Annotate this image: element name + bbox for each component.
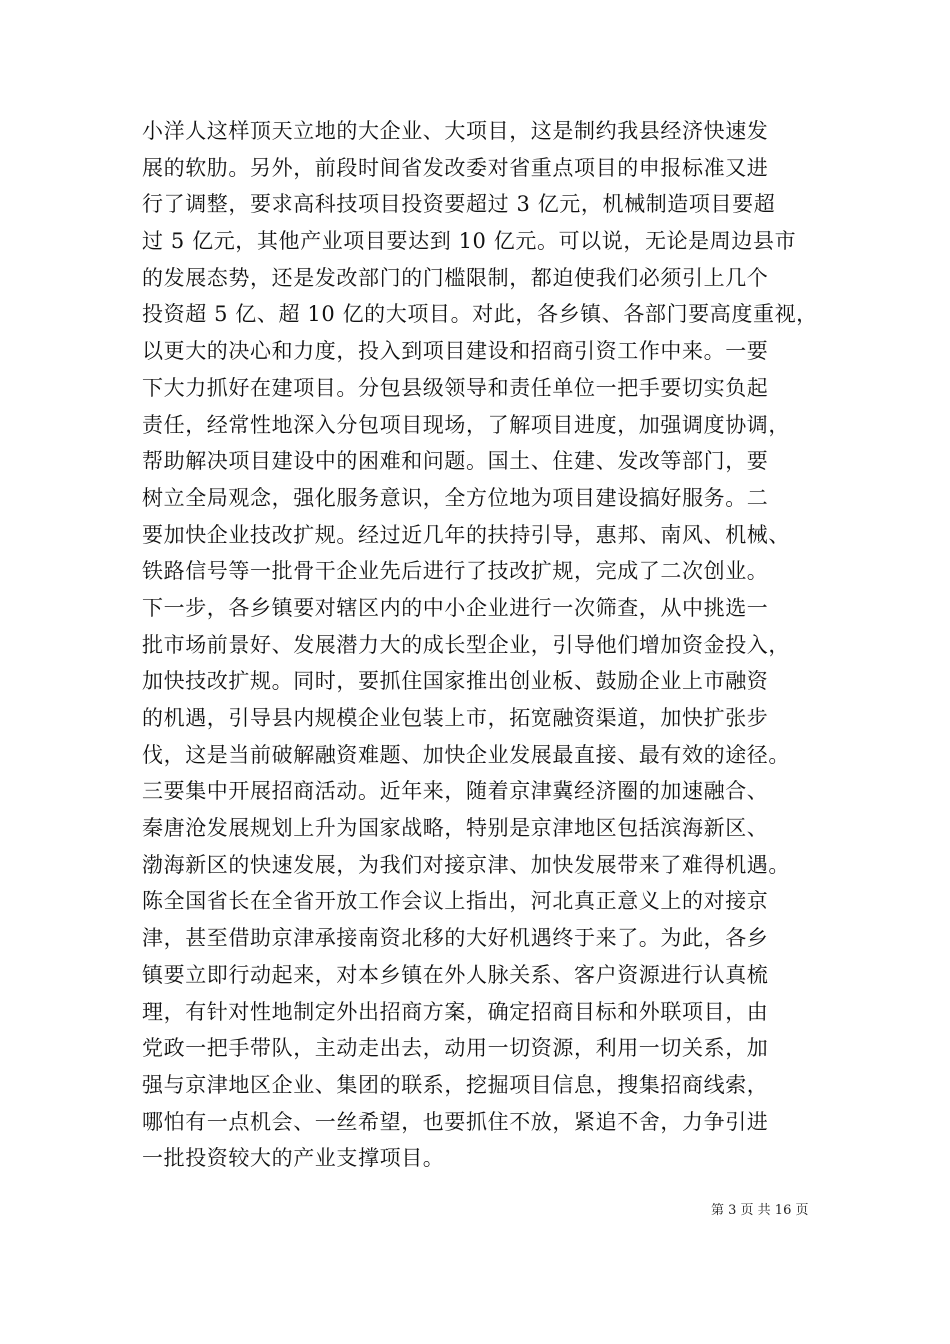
text-line: 秦唐沧发展规划上升为国家战略，特别是京津地区包括滨海新区、 [142,816,769,841]
text-line: 以更大的决心和力度，投入到项目建设和招商引资工作中来。一要 [142,339,769,364]
text-line: 加快技改扩规。同时，要抓住国家推出创业板、鼓励企业上市融资 [142,669,769,694]
text-line: 批市场前景好、发展潜力大的成长型企业，引导他们增加资金投入， [142,632,790,657]
text-line: 党政一把手带队，主动走出去，动用一切资源，利用一切关系，加 [142,1036,769,1061]
text-line: 陈全国省长在全省开放工作会议上指出，河北真正意义上的对接京 [142,889,769,914]
text-line: 的发展态势，还是发改部门的门槛限制，都迫使我们必须引上几个 [142,265,769,290]
text-line: 的机遇，引导县内规模企业包装上市，拓宽融资渠道，加快扩张步 [142,706,769,730]
text-line: 一批投资较大的产业支撑项目。 [142,1146,445,1171]
text-line: 镇要立即行动起来，对本乡镇在外人脉关系、客户资源进行认真梳 [142,962,769,987]
text-line: 哪怕有一点机会、一丝希望，也要抓住不放，紧追不舍，力争引进 [142,1109,769,1134]
text-line: 强与京津地区企业、集团的联系，挖掘项目信息，搜集招商线索， [142,1072,769,1097]
text-line: 投资超 5 亿、超 10 亿的大项目。对此，各乡镇、各部门要高度重视， [142,302,818,327]
text-line: 伐，这是当前破解融资难题、加快企业发展最直接、最有效的途径。 [142,742,790,767]
text-line: 三要集中开展招商活动。近年来，随着京津冀经济圈的加速融合、 [142,779,769,804]
text-line: 展的软肋。另外，前段时间省发改委对省重点项目的申报标准又进 [142,155,769,180]
text-line: 渤海新区的快速发展，为我们对接京津、加快发展带来了难得机遇。 [142,852,790,877]
page-number-footer: 第 3 页 共 16 页 [711,1203,809,1218]
text-line: 理，有针对性地制定外出招商方案，确定招商目标和外联项目，由 [142,999,769,1024]
text-line: 责任，经常性地深入分包项目现场，了解项目进度，加强调度协调， [142,412,790,437]
text-line: 要加快企业技改扩规。经过近几年的扶持引导，惠邦、南风、机械、 [142,522,790,547]
text-line: 树立全局观念，强化服务意识，全方位地为项目建设搞好服务。二 [142,485,769,510]
text-line: 津，甚至借助京津承接南资北移的大好机遇终于来了。为此，各乡 [142,926,769,951]
text-line: 帮助解决项目建设中的困难和问题。国土、住建、发改等部门，要 [142,449,769,474]
text-line: 下大力抓好在建项目。分包县级领导和责任单位一把手要切实负起 [142,375,769,400]
text-line: 行了调整，要求高科技项目投资要超过 3 亿元，机械制造项目要超 [142,192,776,217]
text-line: 铁路信号等一批骨干企业先后进行了技改扩规，完成了二次创业。 [142,559,769,584]
body-paragraph [142,113,822,1177]
text-line: 过 5 亿元，其他产业项目要达到 10 亿元。可以说，无论是周边县市 [142,229,797,254]
text-line: 小洋人这样顶天立地的大企业、大项目，这是制约我县经济快速发 [142,119,769,143]
text-line: 下一步，各乡镇要对辖区内的中小企业进行一次筛查，从中挑选一 [142,595,769,620]
